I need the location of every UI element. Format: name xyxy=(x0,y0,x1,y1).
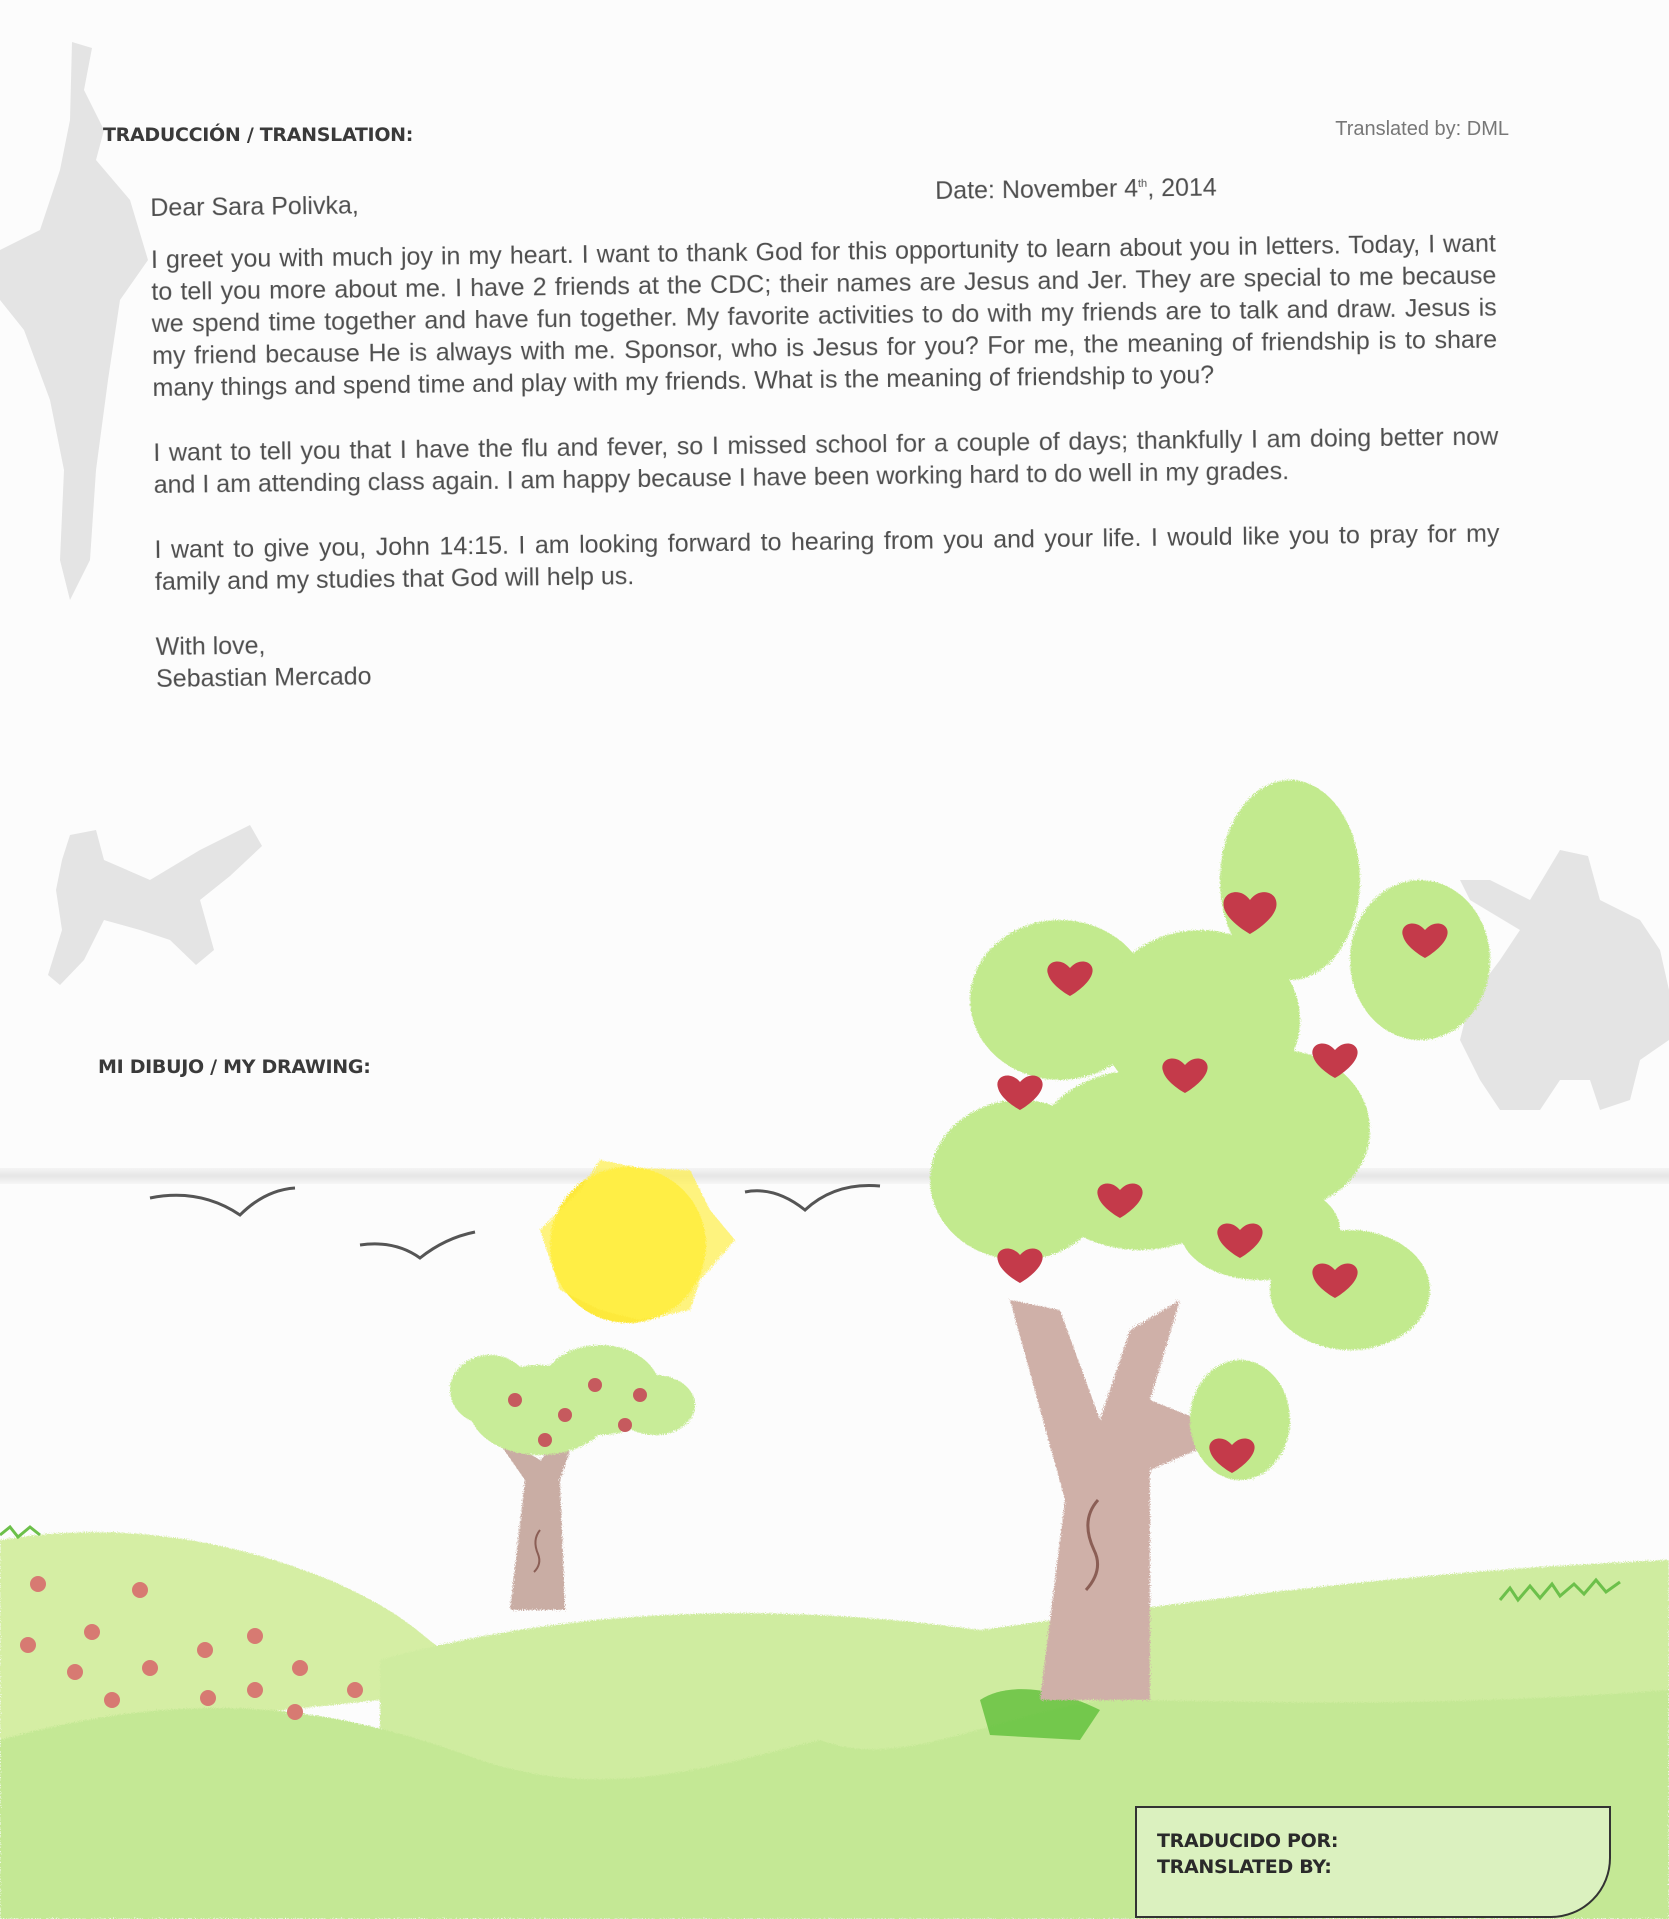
translated-by-label-en: TRANSLATED BY: xyxy=(1157,1856,1332,1878)
translated-by-note: Translated by: DML xyxy=(1335,118,1509,140)
letter-paragraph: I want to tell you that I have the flu and fever, so I missed school for a couple of days; thankfully I am doing better now and I am attending class again. I am happy because I have been working hard to do well in my grades. xyxy=(153,422,1499,499)
bird xyxy=(745,1186,880,1211)
big-tree xyxy=(930,780,1490,1700)
bird xyxy=(360,1232,475,1258)
small-tree xyxy=(450,1345,695,1610)
section-heading-drawing: MI DIBUJO / MY DRAWING: xyxy=(98,1056,371,1078)
date-year: , 2014 xyxy=(1147,173,1217,203)
letter-paragraph: I want to give you, John 14:15. I am looking forward to hearing from you and your life. I would like you to pray for my family and my studies that God will help us. xyxy=(154,519,1500,596)
letter-paragraph: I greet you with much joy in my heart. I want to thank God for this opportunity to learn about you in letters. Today, I want to tell you more about me. I have 2 friends at the CDC; their names are Jesus and Jer. They are special to me because we spend time together and have fun together. My favorite activities to do with my friends are to talk and draw. Jesus is my friend because He is always with me. Sponsor, who is Jesus for you? For me, the meaning of friendship is to share many things and spend time and play with my friends. What is the meaning of friendship to you? xyxy=(150,229,1498,402)
letter-signature: Sebastian Mercado xyxy=(155,662,372,693)
bird xyxy=(150,1188,295,1215)
date-text: Date: November 4 xyxy=(935,174,1139,205)
letter-greeting: Dear Sara Polivka, xyxy=(150,191,359,222)
translated-by-box xyxy=(1135,1806,1611,1918)
section-heading-translation: TRADUCCIÓN / TRANSLATION: xyxy=(103,124,414,146)
date-ordinal: th xyxy=(1137,177,1148,190)
sun xyxy=(540,1160,735,1323)
birds xyxy=(150,1186,880,1259)
letter-closing: With love, xyxy=(155,631,266,661)
translated-by-label-es: TRADUCIDO POR: xyxy=(1157,1830,1339,1852)
